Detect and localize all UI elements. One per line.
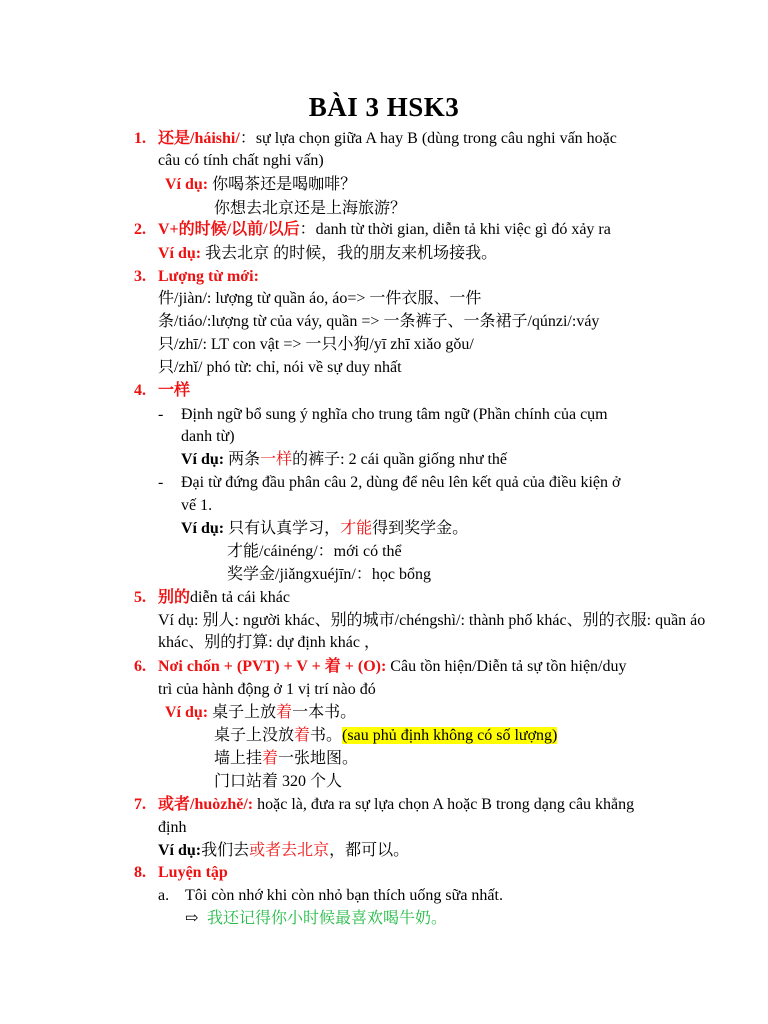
- example-label: Ví dụ:: [158, 842, 202, 859]
- exercise-text: Tôi còn nhớ khi còn nhỏ bạn thích uống sữa nhất.: [185, 887, 503, 904]
- section-6-example-1: [165, 702, 356, 724]
- example-label: Ví dụ:: [181, 451, 225, 468]
- example-part: 的裤子: [292, 451, 341, 468]
- section-8-heading: Luyện tập: [158, 864, 228, 881]
- example-label: Ví dụ:: [165, 704, 209, 721]
- section-2-line-1: [158, 219, 611, 241]
- exercise-label: a.: [158, 887, 170, 904]
- section-6-example-2: [214, 725, 557, 747]
- section-1-desc-1: ：sự lựa chọn giữa A hay B (dùng trong câu nghi vấn hoặc: [239, 130, 617, 147]
- example-highlight: 着: [276, 704, 293, 721]
- example-text: 我去北京 的时候，我的朋友来机场接我。: [205, 245, 498, 262]
- section-1-desc-2: câu có tính chất nghi vấn): [158, 152, 324, 169]
- section-7-line-1: [158, 794, 634, 816]
- bullet-dash: -: [158, 406, 164, 423]
- example-part: 墙上挂: [214, 750, 263, 767]
- section-4-desc-2-line-2: vế 1.: [181, 497, 213, 514]
- example-gloss: : 2 cái quần giống như thế: [340, 451, 508, 468]
- section-4-note-1: 才能/cáinéng/：mới có thể: [227, 543, 402, 560]
- example-part: ，都可以。: [329, 842, 410, 859]
- arrow-right-icon: ⇨: [185, 910, 199, 927]
- example-highlight: 才能: [340, 520, 373, 537]
- example-label: Ví dụ:: [181, 520, 225, 537]
- section-5-line-2: Ví dụ: 别人: người khác、别的城市/chéngshì/: thành phố khác、别的衣服: quần áo: [158, 612, 706, 629]
- section-3-heading: Lượng từ mới:: [158, 268, 259, 285]
- section-7-term: 或者/huòzhě/:: [158, 796, 254, 813]
- item-number-5: 5.: [134, 589, 146, 606]
- example-highlight: 或者去北京: [249, 842, 330, 859]
- section-4-heading: 一样: [158, 382, 191, 399]
- item-number-1: 1.: [134, 130, 146, 147]
- example-part: 得到奖学金。: [372, 520, 469, 537]
- example-label: Ví dụ:: [165, 176, 209, 193]
- section-1-example-2: 你想去北京还是上海旅游？: [214, 200, 407, 217]
- section-2-desc: ：danh từ thời gian, diễn tả khi việc gì đó xảy ra: [299, 221, 611, 238]
- section-7-line-2: định: [158, 819, 187, 836]
- section-6-line-1: [158, 656, 627, 678]
- section-5-desc: diễn tả cái khác: [190, 589, 290, 606]
- section-7-desc: hoặc là, đưa ra sự lựa chọn A hoặc B trong dạng câu khẳng: [253, 796, 635, 813]
- example-highlight: 一样: [260, 451, 293, 468]
- highlighted-note: (sau phủ định không có số lượng): [342, 727, 558, 744]
- section-4-desc-1-line-2: danh từ): [181, 428, 235, 445]
- section-4-example-2: [181, 518, 468, 540]
- section-3-line-2: 条/tiáo/:lượng từ của váy, quần => 一条裤子、一条裙子/qúnzi/:váy: [158, 313, 600, 330]
- section-6-heading: Nơi chốn + (PVT) + V + 着 + (O):: [158, 658, 387, 675]
- example-highlight: 着: [294, 727, 311, 744]
- example-part: 两条: [228, 451, 261, 468]
- section-1-example-1: [165, 174, 356, 196]
- exercise-answer: 我还记得你小时候最喜欢喝牛奶。: [207, 910, 448, 927]
- item-number-2: 2.: [134, 221, 146, 238]
- example-label: Ví dụ:: [158, 245, 202, 262]
- section-4-desc-1-line-1: Định ngữ bổ sung ý nghĩa cho trung tâm ngữ (Phần chính của cụm: [181, 406, 608, 423]
- example-part: 只有认真学习，: [228, 520, 341, 537]
- section-3-line-3: 只/zhī/: LT con vật => 一只小狗/yī zhī xiǎo gǒu/: [158, 336, 474, 353]
- page-title: BÀI 3 HSK3: [308, 92, 460, 122]
- example-part: 一本书。: [292, 704, 357, 721]
- section-2-term: V+的时候/以前/以后: [158, 221, 300, 238]
- section-5-line-1: [158, 587, 290, 609]
- section-5-line-3: khác、别的打算: dự định khác ，: [158, 634, 380, 651]
- section-3-line-1: 件/jiàn/: lượng từ quần áo, áo=> 一件衣服、一件: [158, 290, 482, 307]
- section-6-desc: Câu tồn hiện/Diễn tả sự tồn hiện/duy: [390, 658, 627, 675]
- example-part: 桌子上没放: [214, 727, 295, 744]
- item-number-7: 7.: [134, 796, 146, 813]
- example-highlight: 着: [262, 750, 279, 767]
- example-part: 我们去: [201, 842, 250, 859]
- bullet-dash: -: [158, 474, 164, 491]
- section-6-line-2: trì của hành động ở 1 vị trí nào đó: [158, 681, 376, 698]
- example-part: 书。: [310, 727, 343, 744]
- item-number-8: 8.: [134, 864, 146, 881]
- example-part: 桌子上放: [212, 704, 277, 721]
- section-6-example-4: 门口站着 320 个人: [214, 773, 343, 790]
- item-number-3: 3.: [134, 268, 146, 285]
- item-number-6: 6.: [134, 658, 146, 675]
- section-6-example-3: [214, 748, 358, 770]
- section-4-example-1: [181, 449, 507, 471]
- section-7-example: [158, 840, 409, 862]
- section-4-desc-2-line-1: Đại từ đứng đầu phân câu 2, dùng để nêu lên kết quả của điều kiện ở: [181, 474, 621, 491]
- section-1-line-1: [158, 128, 617, 150]
- section-3-line-4: 只/zhǐ/ phó từ: chỉ, nói về sự duy nhất: [158, 359, 402, 376]
- section-1-term: 还是/háishi/: [158, 130, 240, 147]
- section-2-example: [158, 243, 497, 265]
- item-number-4: 4.: [134, 382, 146, 399]
- example-part: 一张地图。: [278, 750, 359, 767]
- example-text: 你喝茶还是喝咖啡？: [212, 176, 357, 193]
- section-4-note-2: 奖学金/jiǎngxuéjīn/：học bổng: [227, 566, 431, 583]
- section-5-heading: 别的: [158, 589, 191, 606]
